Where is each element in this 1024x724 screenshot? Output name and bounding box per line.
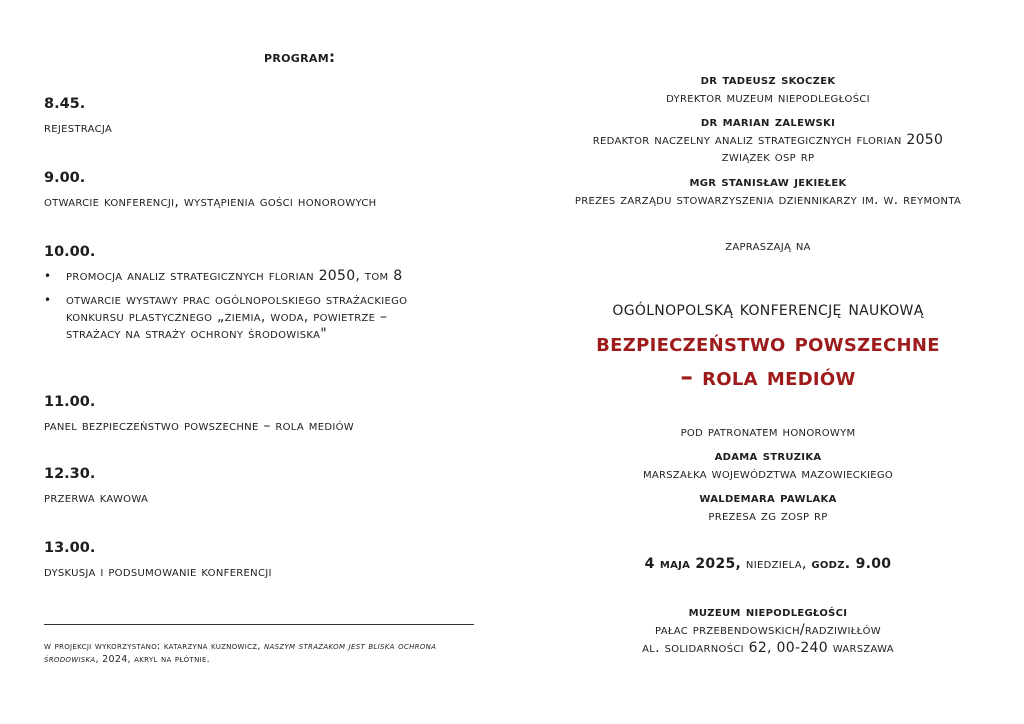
patron-role-struzik: marszałka województwa mazowieckiego	[642, 466, 894, 482]
invite-text: zapraszają na	[725, 238, 811, 254]
host-role-jekielek: prezes zarządu stowarzyszenia dziennikarzy im. w. reymonta	[574, 192, 962, 208]
patron-role-pawlak: prezesa zg zosp rp	[708, 508, 828, 524]
program-title: program:	[264, 48, 336, 66]
event-date	[520, 556, 1016, 573]
patronage-text: pod patronatem honorowym	[680, 424, 856, 440]
host-role2-zalewski: związek osp rp	[721, 149, 815, 165]
conference-title-line1: bezpieczeństwo powszechne	[596, 328, 940, 357]
patron-name-struzik: adama struzika	[714, 448, 822, 464]
footnote-divider	[44, 624, 474, 625]
venue-name: muzeum niepodległości	[688, 604, 848, 620]
event-weekday: niedziela,	[741, 556, 812, 572]
venue-address: al. solidarności 62, 00-240 warszawa	[642, 640, 894, 656]
item-registration: rejestracja	[44, 120, 113, 136]
time-1300: 13.00.	[44, 540, 96, 556]
conference-subtitle: ogólnopolską konferencję naukową	[612, 296, 924, 320]
item-discussion: dyskusja i podsumowanie konferencji	[44, 564, 272, 580]
host-name-zalewski: dr marian zalewski	[700, 114, 836, 130]
footnote-prefix: w projekcji wykorzystano: katarzyna kuznowicz,	[44, 641, 265, 652]
event-time: godz. 9.00	[811, 556, 892, 572]
item-opening: otwarcie konferencji, wystąpienia gości honorowych	[44, 194, 377, 210]
host-role-skoczek: dyrektor muzeum niepodległości	[666, 90, 870, 106]
bullet-list	[44, 268, 446, 350]
item-coffee-break: przerwa kawowa	[44, 490, 149, 506]
footnote-suffix: , 2024, akryl na płótnie.	[95, 654, 211, 665]
event-date-day: 4 maja 2025,	[644, 556, 742, 572]
time-1100: 11.00.	[44, 394, 96, 410]
time-0900: 9.00.	[44, 170, 86, 186]
bullet-promotion: • promocja analiz strategicznych florian 2050, tom 8	[44, 268, 446, 285]
host-role-zalewski: redaktor naczelny analiz strategicznych florian 2050	[592, 132, 944, 148]
host-name-jekielek: mgr stanisław jekiełek	[689, 174, 847, 190]
venue-place: pałac przebendowskich/radziwiłłów	[655, 622, 881, 638]
host-name-skoczek: dr tadeusz skoczek	[700, 72, 836, 88]
item-panel: panel bezpieczeństwo powszechne – rola mediów	[44, 418, 354, 434]
bullet-exhibition: • otwarcie wystawy prac ogólnopolskiego strażackiego konkursu plastycznego „ziemia, woda, powietrze – strażacy na straży ochrony środowiska"	[44, 292, 446, 343]
time-0845: 8.45.	[44, 96, 86, 112]
patron-name-pawlak: waldemara pawlaka	[699, 490, 837, 506]
conference-title-line2: – rola mediów	[680, 362, 856, 391]
footnote	[44, 640, 474, 666]
footnote-artwork-title: naszym strażakom jest bliska ochrona środowiska	[44, 641, 437, 665]
time-1000: 10.00.	[44, 244, 96, 260]
time-1230: 12.30.	[44, 466, 96, 482]
